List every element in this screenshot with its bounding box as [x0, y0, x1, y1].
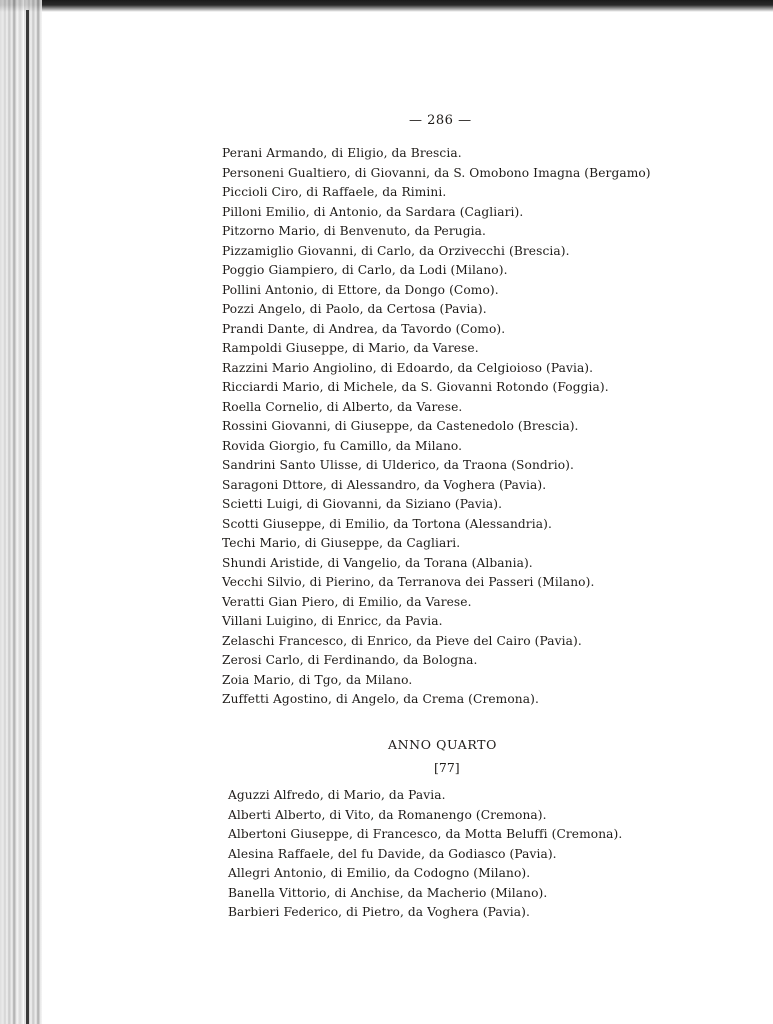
list-item: Barbieri Federico, di Pietro, da Voghera (Pavia). [228, 905, 530, 919]
list-item: Albertoni Giuseppe, di Francesco, da Motta Beluffi (Cremona). [228, 827, 623, 841]
list-item: Pilloni Emilio, di Antonio, da Sardara (Cagliari). [222, 204, 524, 219]
name-list-main [222, 144, 651, 710]
list-item: Poggio Giampiero, di Carlo, da Lodi (Milano). [222, 263, 508, 277]
list-item: Scotti Giuseppe, di Emilio, da Tortona (Alessandria). [222, 516, 552, 531]
list-item: Villani Luigino, di Enricc, da Pavia. [222, 614, 443, 628]
list-item: Zuffetti Agostino, di Angelo, da Crema (Cremona). [222, 692, 539, 706]
section-number: [77] [434, 760, 460, 775]
list-item: Rossini Giovanni, di Giuseppe, da Castenedolo (Brescia). [222, 419, 579, 433]
list-item: Roella Cornelio, di Alberto, da Varese. [222, 399, 463, 414]
list-item: Ricciardi Mario, di Michele, da S. Giovanni Rotondo (Foggia). [222, 380, 609, 394]
list-item: Pollini Antonio, di Ettore, da Dongo (Como). [222, 282, 499, 297]
list-item: Techi Mario, di Giuseppe, da Cagliari. [222, 536, 461, 550]
list-item: Piccioli Ciro, di Raffaele, da Rimini. [222, 185, 447, 199]
list-item: Vecchi Silvio, di Pierino, da Terranova dei Passeri (Milano). [222, 575, 595, 589]
section-title: ANNO QUARTO [388, 737, 497, 752]
list-item: Rovida Giorgio, fu Camillo, da Milano. [222, 438, 463, 453]
list-item: Banella Vittorio, di Anchise, da Macherio (Milano). [228, 885, 548, 900]
list-item: Saragoni Dttore, di Alessandro, da Voghera (Pavia). [222, 477, 547, 492]
list-item: Zerosi Carlo, di Ferdinando, da Bologna. [222, 653, 478, 667]
page-number: — 286 — [409, 113, 472, 128]
list-item: Perani Armando, di Eligio, da Brescia. [222, 146, 462, 160]
list-item: Zelaschi Francesco, di Enrico, da Pieve del Cairo (Pavia). [222, 633, 582, 648]
list-item: Pitzorno Mario, di Benvenuto, da Perugia. [222, 224, 486, 238]
list-item: Alesina Raffaele, del fu Davide, da Godiasco (Pavia). [228, 846, 557, 861]
list-item: Pizzamiglio Giovanni, di Carlo, da Orzivecchi (Brescia). [222, 243, 570, 258]
list-item: Allegri Antonio, di Emilio, da Codogno (Milano). [228, 866, 531, 880]
list-item: Zoia Mario, di Tgo, da Milano. [222, 672, 413, 687]
list-item: Aguzzi Alfredo, di Mario, da Pavia. [228, 788, 446, 802]
list-item: Razzini Mario Angiolino, di Edoardo, da Celgioioso (Pavia). [222, 360, 594, 375]
list-item: Scietti Luigi, di Giovanni, da Siziano (Pavia). [222, 497, 503, 511]
scan-left-edge [0, 0, 42, 1024]
list-item: Alberti Alberto, di Vito, da Romanengo (Cremona). [228, 807, 547, 822]
list-item: Sandrini Santo Ulisse, di Ulderico, da Traona (Sondrio). [222, 458, 574, 472]
scan-top-edge [0, 0, 773, 14]
name-list-anno-quarto [228, 786, 622, 923]
list-item: Rampoldi Giuseppe, di Mario, da Varese. [222, 341, 479, 355]
list-item: Shundi Aristide, di Vangelio, da Torana (Albania). [222, 555, 533, 570]
list-item: Prandi Dante, di Andrea, da Tavordo (Como). [222, 321, 506, 336]
list-item: Veratti Gian Piero, di Emilio, da Varese. [222, 594, 472, 609]
list-item: Pozzi Angelo, di Paolo, da Certosa (Pavia). [222, 302, 487, 316]
scan-binding-line [26, 10, 29, 1024]
list-item: Personeni Gualtiero, di Giovanni, da S. Omobono Imagna (Bergamo) [222, 165, 651, 180]
